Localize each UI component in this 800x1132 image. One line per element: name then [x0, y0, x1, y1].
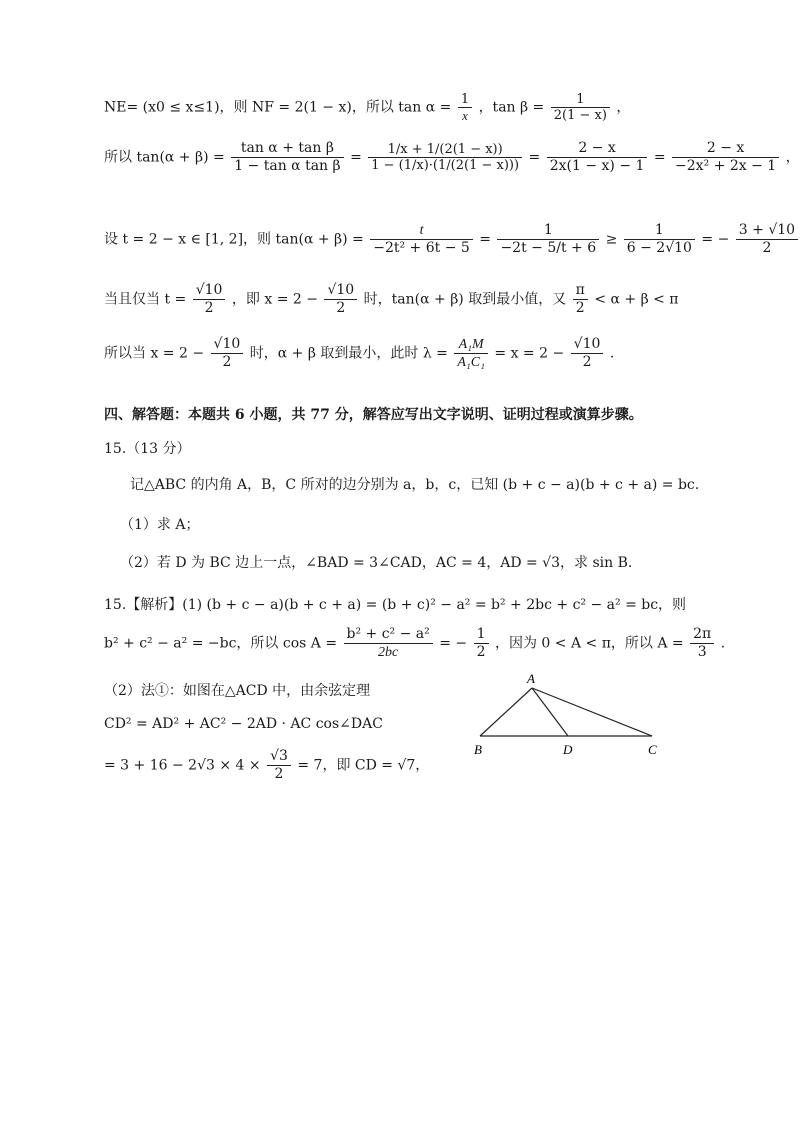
- fraction-compound: $\frac{1/x + 1/(2(1 - x))}{1 - (1/x)\cdot(1/(2(1 - x)))}$: [368, 142, 522, 173]
- fraction-two-pi-third: $\frac{2\pi}{3}$: [690, 626, 714, 661]
- fraction-lambda: $\frac{\text{A₁M}}{\text{A₁C₁}}$: [454, 336, 488, 371]
- line3-lead: 设 t = 2 − x ∈ [1, 2]，则 tan(α + β) =: [104, 231, 364, 248]
- fraction-half: $\frac{1}{2}$: [474, 626, 489, 661]
- fraction-bound: $\frac{1}{6 - 2√10}$: [624, 222, 695, 257]
- triangle-diagram: [470, 672, 670, 762]
- vertex-label-c: C: [648, 742, 657, 757]
- vertex-label-a: A: [527, 672, 535, 686]
- fraction-simplified: $\frac{2 - x}{2x(1 - x) - 1}$: [547, 140, 648, 175]
- solution-line-5: = 3 + 16 − 2√3 × 4 × $\frac{√3}{2}$ = 7，即 CD = √7，: [104, 748, 430, 782]
- solution-line-2: b² + c² − a² = −bc，所以 cos A = $\frac{\text{b² + c² − a²}}{2bc}$ = − $\frac{1}{2}$ ，因为 0 < A < π，所以 A = $\frac{2\pi}{3}$ .: [104, 626, 726, 660]
- line2-lead: 所以 tan(α + β) =: [104, 149, 225, 166]
- fraction-sqrt10-half-b: $\frac{√10}{2}$: [324, 282, 357, 317]
- line2-tail: ，: [785, 149, 800, 166]
- fraction-sqrt10-half-d: $\frac{√10}{2}$: [571, 336, 604, 371]
- question-15-stem: 记△ABC 的内角 A，B，C 所对的边分别为 a，b，c，已知 (b + c − a)(b + c + a) = bc.: [130, 477, 700, 493]
- solution-line-4: CD² = AD² + AC² − 2AD · AC cos∠DAC: [104, 716, 383, 732]
- derivation-line-4: 当且仅当 t = $\frac{√10}{2}$ ，即 x = 2 − $\frac{√10}{2}$ 时，tan(α + β) 取到最小值，又 $\frac{\pi}{2}$ < α + β < π: [104, 282, 679, 316]
- triangle-figure: [470, 672, 670, 766]
- question-15-part1: （1）求 A；: [120, 517, 200, 533]
- fraction-cos-a: $\frac{\text{b² + c² − a²}}{2bc}$: [344, 626, 433, 661]
- fraction-pi-half: $\frac{\pi}{2}$: [573, 282, 588, 317]
- derivation-line-5: 所以当 x = 2 − $\frac{√10}{2}$ 时，α + β 取到最小，此时 λ = $\frac{\text{A₁M}}{\text{A₁C₁}}$ = x = 2 − $\frac{√10}{2}$ .: [104, 336, 615, 370]
- line1-lead: NE= (x0 ≤ x≤1)，则 NF = 2(1 − x)，所以 tan α =: [104, 99, 452, 116]
- question-15-part2: （2）若 D 为 BC 边上一点，∠BAD = 3∠CAD，AC = 4，AD = √3，求 sin B.: [120, 555, 633, 571]
- line1-mid: ，tan β =: [478, 99, 545, 116]
- fraction-tan-beta: $\frac{1}{2(1 - x)}$: [551, 92, 610, 123]
- fraction-sqrt3-half: $\frac{√3}{2}$: [267, 748, 291, 783]
- segment-ab: [480, 688, 532, 736]
- fraction-sqrt10-half-a: $\frac{√10}{2}$: [193, 282, 226, 317]
- derivation-line-2: 所以 tan(α + β) = $\frac{\text{tan α + tan β}}{\text{1 − tan α tan β}}$ = $\frac{1/x + 1/(2(1 - x))}{1 - (1/x)\cdot(1/(2(1 - x)))}$ = $\frac{2 - x}{2x(1 - x) - 1}$ = $\frac{2 - x}{\text{−2x² + 2x − 1}}$ ，: [104, 140, 800, 174]
- section-heading: 四、解答题：本题共 6 小题，共 77 分，解答应写出文字说明、证明过程或演算步骤。: [104, 407, 643, 423]
- fraction-reciprocal: $\frac{1}{-2t - 5/t + 6}$: [497, 222, 599, 257]
- solution-line-3: （2）法①：如图在△ACD 中，由余弦定理: [104, 683, 371, 699]
- vertex-label-b: B: [474, 742, 482, 757]
- line1-tail: ，: [616, 99, 631, 116]
- fraction-t: $\frac{t}{\text{−2t² + 6t − 5}}$: [370, 222, 473, 257]
- derivation-line-1: [104, 92, 630, 123]
- fraction-expanded: $\frac{2 - x}{\text{−2x² + 2x − 1}}$: [672, 140, 779, 175]
- fraction-tan-alpha: $\frac{1}{x}$: [458, 92, 472, 123]
- solution-line-1: 15.【解析】(1) (b + c − a)(b + c + a) = (b + c)² − a² = b² + 2bc + c² − a² = bc，则: [104, 597, 687, 613]
- fraction-sqrt10-half-c: $\frac{√10}{2}$: [211, 336, 244, 371]
- derivation-line-3: 设 t = 2 − x ∈ [1, 2]，则 tan(α + β) = $\frac{t}{\text{−2t² + 6t − 5}}$ = $\frac{1}{-2t - 5/t + 6}$ ≥ $\frac{1}{6 - 2√10}$ = − $\frac{3 + √10}{2}$: [104, 222, 800, 257]
- vertex-label-d: D: [563, 742, 573, 757]
- fraction-min-value: $\frac{3 + √10}{2}$: [736, 222, 798, 257]
- question-15-head: 15.（13 分）: [104, 441, 191, 457]
- fraction-tan-sum: $\frac{\text{tan α + tan β}}{\text{1 − tan α tan β}}$: [231, 140, 343, 175]
